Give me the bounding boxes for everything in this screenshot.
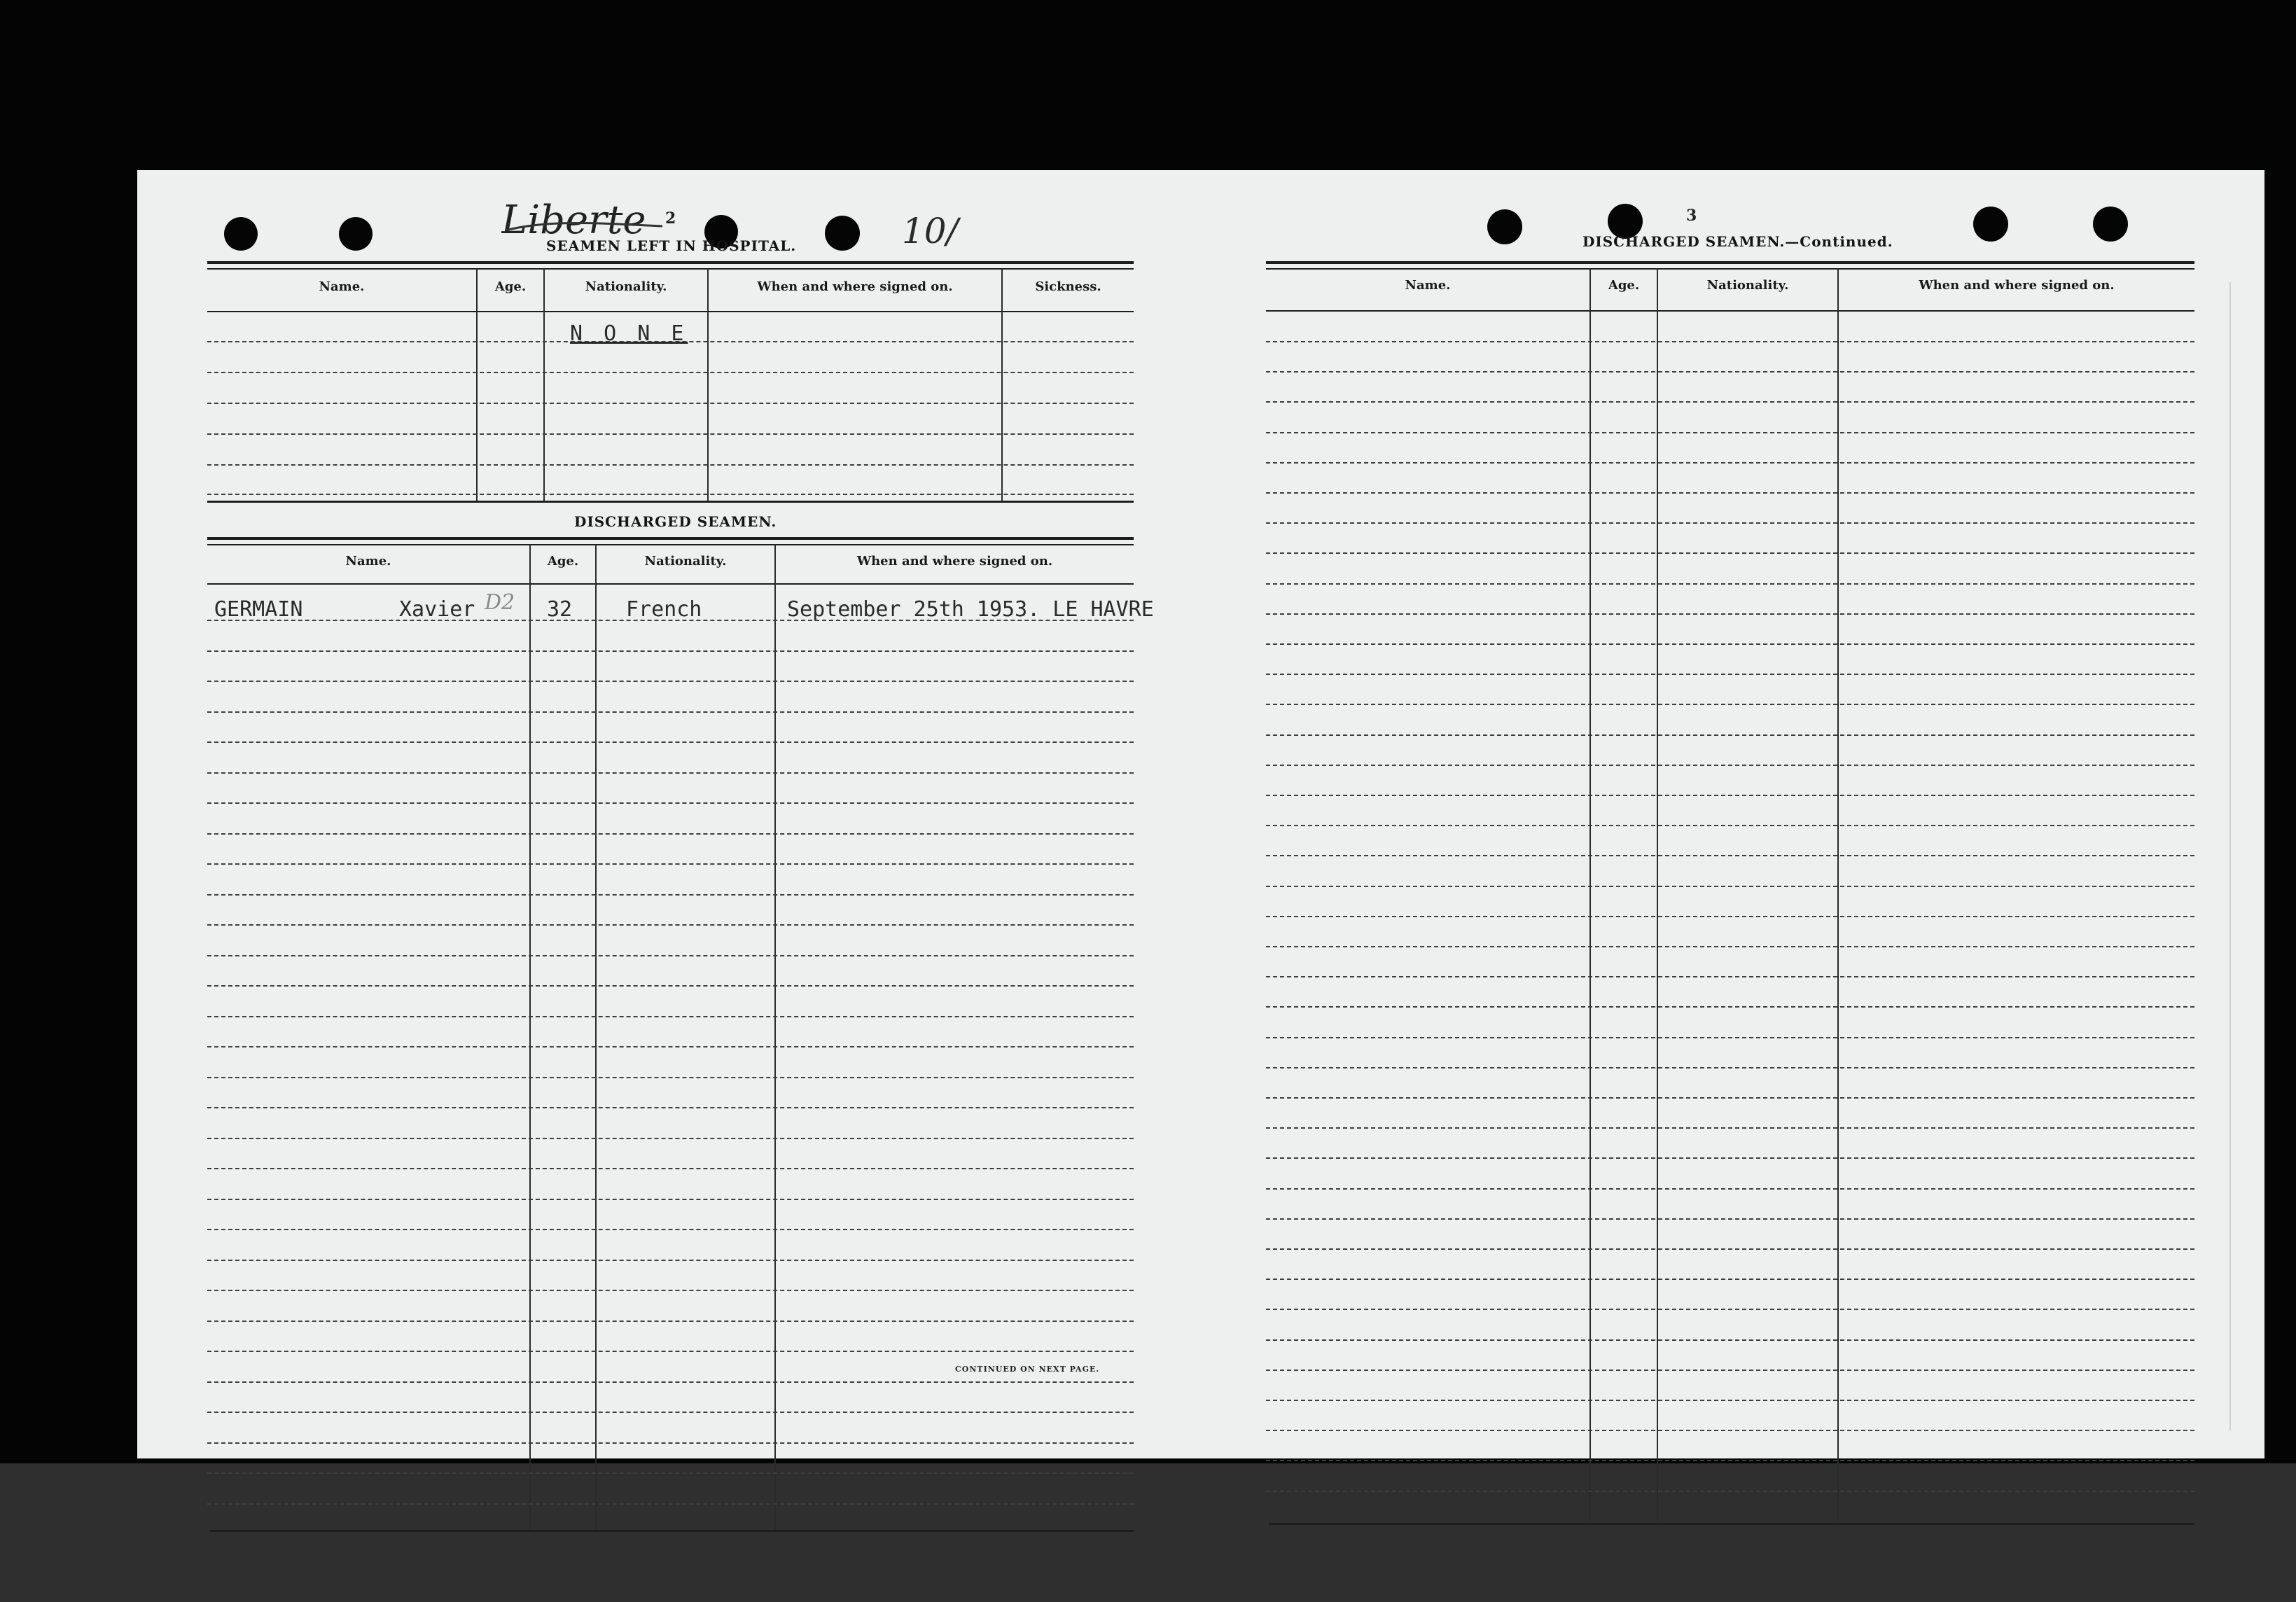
rule [207,311,1134,312]
discharged-col-name: Name. [345,554,391,569]
entry-line [1266,1370,2194,1371]
entry-line [1266,886,2194,887]
entry-line [207,403,1134,404]
column-divider [774,544,776,1531]
entry-line [207,833,1134,835]
entry-line [1266,1097,2194,1099]
entry-line [1266,492,2194,494]
entry-line [207,1351,1134,1352]
seaman-age: 32 [547,597,573,622]
sheet-edge-shadow [2229,282,2231,1430]
column-divider [1837,268,1839,1521]
column-divider [543,268,545,501]
entry-line [1266,1037,2194,1038]
entry-line [1266,1248,2194,1250]
entry-line [1266,401,2194,403]
entry-line [1266,1430,2194,1431]
entry-line [207,1107,1134,1108]
entry-line [207,741,1134,743]
entry-line [207,1046,1134,1047]
hospital-col-age: Age. [494,279,527,294]
entry-line [207,1503,1134,1505]
hospital-col-nationality: Nationality. [585,279,667,294]
entry-line [1266,462,2194,464]
continued-col-signed-on: When and where signed on. [1919,278,2115,293]
entry-line [207,985,1134,987]
continued-col-name: Name. [1405,278,1451,293]
entry-line [207,1442,1134,1444]
column-divider [595,544,597,1531]
entry-line [207,681,1134,682]
entry-line [1266,916,2194,917]
entry-line [1266,1127,2194,1129]
entry-line [207,711,1134,713]
hospital-col-signed-on: When and where signed on. [757,279,953,294]
entry-line [1266,1218,2194,1220]
discharged-section-title: DISCHARGED SEAMEN. [574,513,777,530]
punch-hole [1487,209,1522,244]
punch-hole [2093,207,2128,242]
rule [1269,1523,2194,1525]
svg-text:Liberte: Liberte [501,198,646,243]
entry-line [1266,1339,2194,1341]
entry-line [207,955,1134,956]
handwritten-reference: 10/ [902,211,959,251]
seaman-nationality: French [626,597,702,622]
continued-col-age: Age. [1608,278,1640,293]
column-divider [1001,268,1003,501]
entry-line [1266,704,2194,705]
entry-line [1266,1400,2194,1401]
entry-line [1266,765,2194,766]
entry-line [207,1290,1134,1291]
continued-note: CONTINUED ON NEXT PAGE. [955,1365,1100,1374]
discharged-col-age: Age. [547,554,579,569]
hospital-none-entry: N O N E [570,321,688,346]
entry-line [1266,432,2194,433]
rule [1266,261,2194,264]
entry-line [1266,1067,2194,1068]
column-divider [476,268,478,501]
seaman-given-name: Xavier [399,597,475,622]
entry-line [1266,522,2194,524]
continued-col-nationality: Nationality. [1706,278,1789,293]
entry-line [1266,371,2194,372]
page-number-right: 3 [1686,207,1697,225]
entry-line [1266,341,2194,342]
discharged-col-nationality: Nationality. [644,554,727,569]
discharged-continued-title: DISCHARGED SEAMEN.—Continued. [1582,233,1893,250]
column-divider [529,544,531,1531]
entry-line [1266,1460,2194,1461]
page-number-left: 2 [665,209,676,228]
entry-line [207,620,1134,621]
entry-line [207,372,1134,373]
entry-line [207,1260,1134,1261]
rule [207,537,1134,540]
punch-hole [339,217,373,251]
seaman-signed-on: September 25th 1953. LE HAVRE [787,597,1154,622]
entry-line [1266,976,2194,977]
seaman-annotation: D2 [485,590,515,615]
entry-line [207,1321,1134,1322]
rule [1266,310,2194,312]
entry-line [1266,946,2194,947]
entry-line [207,1168,1134,1169]
entry-line [207,464,1134,466]
hospital-col-sickness: Sickness. [1035,279,1101,294]
entry-line [1266,1491,2194,1492]
entry-line [207,894,1134,896]
entry-line [207,772,1134,774]
ledger-sheet [137,170,2264,1458]
entry-line [1266,1279,2194,1280]
entry-line [207,1138,1134,1139]
hospital-col-name: Name. [319,279,365,294]
entry-line [207,433,1134,435]
seaman-surname: GERMAIN [214,597,303,622]
entry-line [1266,613,2194,615]
entry-line [207,1381,1134,1383]
entry-line [207,1199,1134,1200]
entry-line [1266,734,2194,736]
punch-hole [1973,207,2008,242]
discharged-col-signed-on: When and where signed on. [856,554,1053,569]
entry-line [1266,795,2194,796]
column-divider [1657,268,1658,1521]
entry-line [1266,1157,2194,1159]
rule [207,583,1134,585]
punch-hole [224,217,258,251]
entry-line [207,1016,1134,1017]
entry-line [207,863,1134,865]
entry-line [207,924,1134,926]
entry-line [207,1472,1134,1474]
column-divider [1589,268,1591,1521]
rule [1266,268,2194,270]
hospital-section-title: SEAMEN LEFT IN HOSPITAL. [546,237,797,254]
entry-line [207,494,1134,495]
entry-line [207,1412,1134,1413]
scanner-bed-band [0,1463,2296,1602]
entry-line [1266,1188,2194,1190]
rule [207,268,1134,270]
entry-line [1266,825,2194,826]
rule [207,544,1134,545]
entry-line [1266,855,2194,856]
rule [210,1530,1134,1532]
entry-line [1266,583,2194,585]
entry-line [1266,1006,2194,1008]
punch-hole [825,216,860,251]
entry-line [207,802,1134,804]
entry-line [207,650,1134,652]
entry-line [1266,674,2194,675]
entry-line [207,1229,1134,1230]
entry-line [1266,1309,2194,1310]
column-divider [707,268,709,501]
rule [207,501,1134,503]
entry-line [1266,643,2194,645]
rule [207,261,1134,264]
entry-line [207,1077,1134,1078]
entry-line [1266,552,2194,554]
